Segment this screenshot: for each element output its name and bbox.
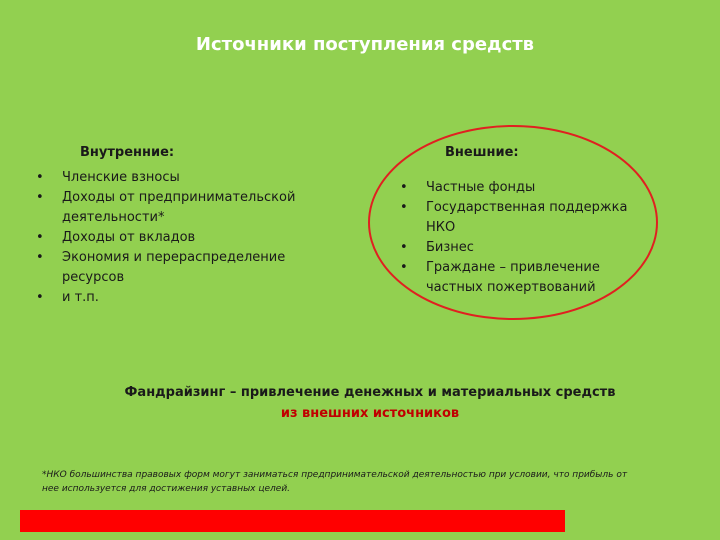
- external-sources-list: [400, 178, 660, 298]
- list-item-text: Граждане – привлечение частных пожертвований: [426, 260, 600, 295]
- red-footer-bar: [20, 510, 565, 532]
- list-item-text: Доходы от предпринимательской деятельности*: [62, 190, 296, 225]
- list-item-text: Государственная поддержка НКО: [426, 200, 628, 235]
- list-item-text: Частные фонды: [426, 180, 536, 195]
- fundraising-emphasis: из внешних источников: [280, 406, 460, 421]
- slide-title: Источники поступления средств: [195, 34, 535, 55]
- bullet-icon: •: [36, 170, 44, 185]
- footnote: *НКО большинства правовых форм могут заниматься предпринимательской деятельностью при условии, что прибыль от нее используется для достижения уставных целей.: [42, 470, 628, 494]
- list-item: [400, 258, 660, 298]
- fundraising-definition: [0, 382, 720, 424]
- bullet-icon: •: [36, 290, 44, 305]
- fundraising-line: Фандрайзинг – привлечение денежных и материальных средств: [124, 385, 616, 400]
- internal-sources-list: [36, 168, 306, 308]
- bullet-icon: •: [36, 250, 44, 265]
- list-item-text: Доходы от вкладов: [62, 230, 196, 245]
- list-item: [400, 178, 660, 198]
- list-item: [36, 168, 306, 188]
- bullet-icon: •: [36, 230, 44, 245]
- bullet-icon: •: [36, 190, 44, 205]
- list-item-text: и т.п.: [62, 290, 99, 305]
- list-item-text: Членские взносы: [62, 170, 180, 185]
- list-item-text: Бизнес: [426, 240, 474, 255]
- list-item: [36, 248, 306, 288]
- list-item: [400, 238, 660, 258]
- list-item-text: Экономия и перераспределение ресурсов: [62, 250, 286, 285]
- list-item: [36, 288, 306, 308]
- bullet-icon: •: [400, 180, 408, 195]
- bullet-icon: •: [400, 260, 408, 275]
- bullet-icon: •: [400, 240, 408, 255]
- external-sources-heading: Внешние:: [445, 145, 519, 160]
- internal-sources-heading: Внутренние:: [80, 145, 175, 160]
- list-item: [36, 188, 306, 228]
- list-item: [36, 228, 306, 248]
- bullet-icon: •: [400, 200, 408, 215]
- list-item: [400, 198, 660, 238]
